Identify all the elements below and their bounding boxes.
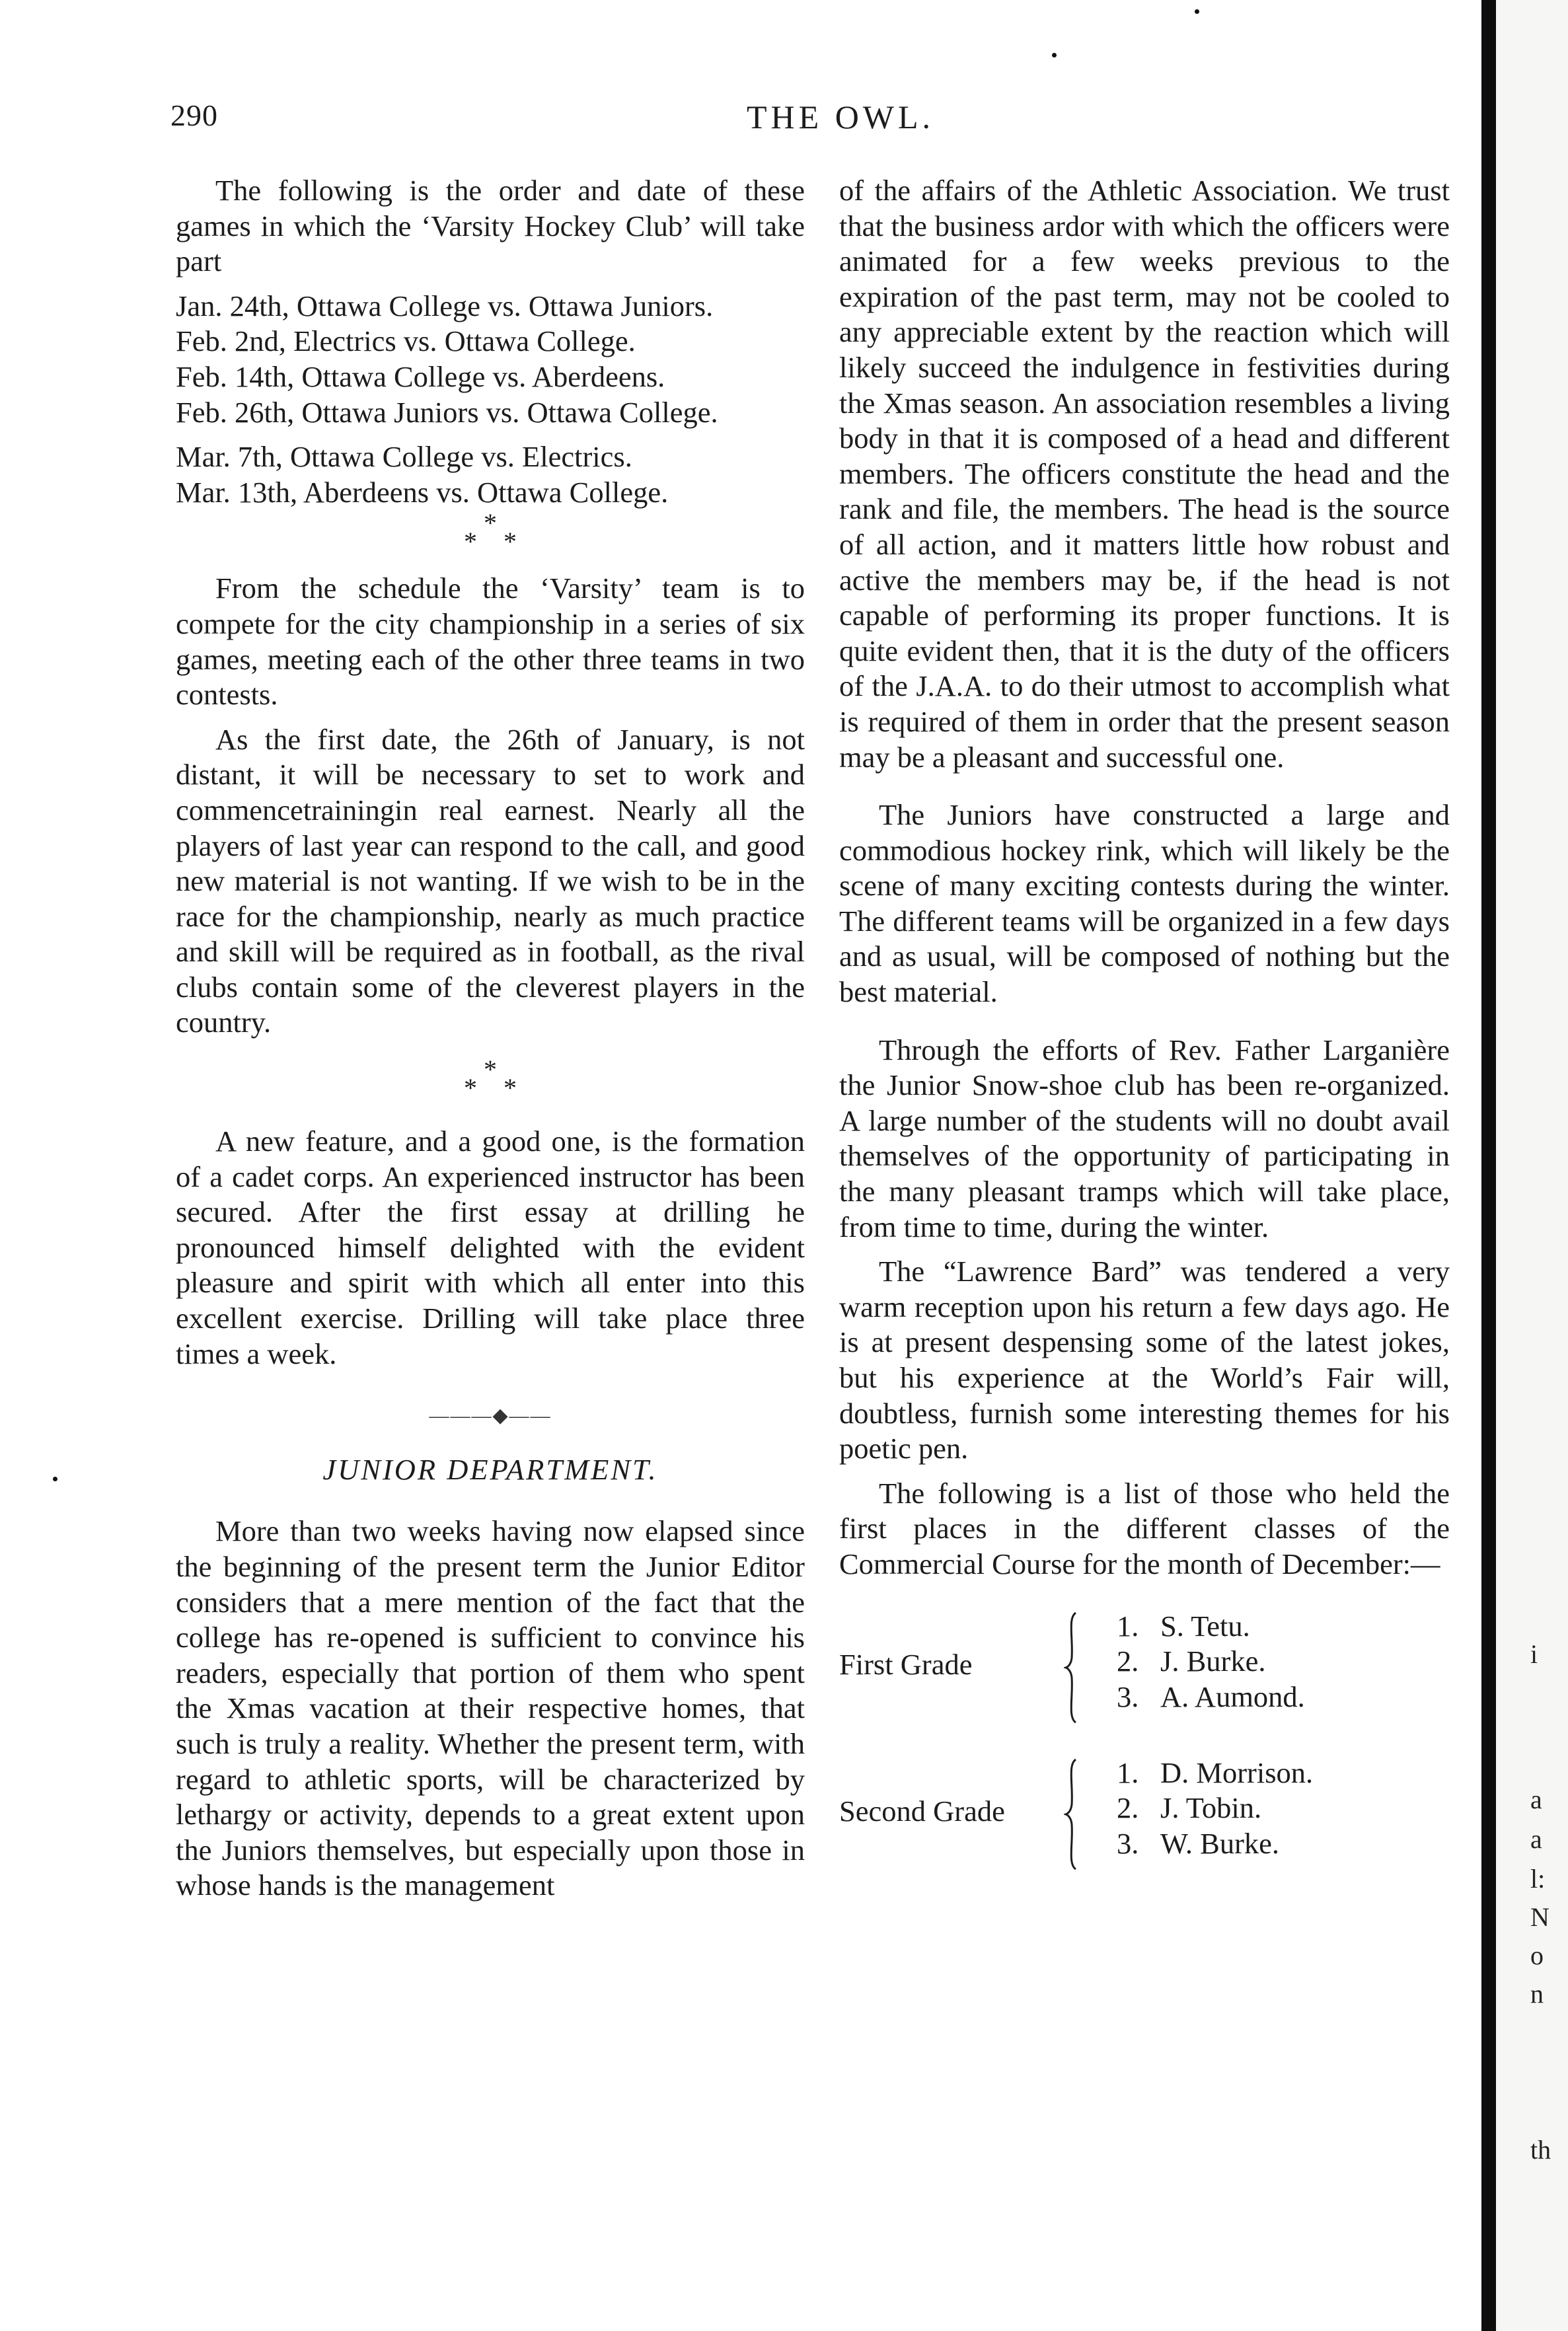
facing-page-fragment: th (1530, 2135, 1551, 2164)
place-name: S. Tetu. (1160, 1609, 1250, 1643)
asterism (176, 1056, 805, 1124)
facing-page-fragment: a (1530, 1785, 1542, 1814)
paragraph-cadet-corps: A new feature, and a good one, is the formation of a cadet corps. An experienced instructor has been secured. After the first essay at drilling he pronounced himself delighted with the evident pleasure and spirit with which all enter into this excellent exercise. Drilling will take place three times a week. (176, 1125, 805, 1370)
paragraph-hockey-rink: The Juniors have constructed a large and commodious hockey rink, which will likely be the scene of many exciting contests during the winter. The different teams will be organized in a few days and as usual, will be composed of nothing but the best material. (839, 798, 1450, 1009)
place-entry (1117, 1756, 1421, 1791)
print-speck (1195, 9, 1199, 14)
print-speck (53, 1477, 57, 1481)
page-header (0, 98, 1568, 151)
schedule-item: Feb. 14th, Ottawa College vs. Aberdeens. (176, 359, 665, 393)
place-number: 2. (1117, 1645, 1139, 1678)
place-number: 1. (1117, 1609, 1139, 1643)
section-divider: ———◆—— (429, 1405, 552, 1427)
place-name: W. Burke. (1160, 1826, 1280, 1860)
asterism-star: * (464, 1073, 477, 1103)
paragraph-class-list: The following is a list of those who held the first places in the different classes of the Commercial Course for the month of December:— (839, 1476, 1450, 1580)
asterism-star: * (504, 527, 517, 557)
schedule-item: Feb. 2nd, Electrics vs. Ottawa College. (176, 324, 636, 358)
right-column (839, 173, 1450, 1900)
place-entry (1117, 1826, 1421, 1862)
schedule-item: Feb. 26th, Ottawa Juniors vs. Ottawa College. (176, 395, 718, 429)
schedule-intro: The following is the order and date of these games in which the ‘Varsity Hockey Club’ will take part (176, 174, 805, 278)
schedule-item: Jan. 24th, Ottawa College vs. Ottawa Juniors. (176, 289, 714, 322)
place-name: J. Tobin. (1160, 1791, 1262, 1825)
schedule-item: Mar. 7th, Ottawa College vs. Electrics. (176, 440, 632, 474)
place-entry (1117, 1644, 1421, 1680)
asterism-star: * (484, 508, 497, 538)
place-number: 2. (1117, 1791, 1139, 1825)
asterism (176, 510, 805, 571)
place-list (1117, 1609, 1421, 1715)
book-spine-shadow (1481, 0, 1496, 2331)
page-number: 290 (170, 98, 218, 132)
place-entry (1117, 1680, 1421, 1715)
honors-list (839, 1609, 1450, 1900)
grade-label: Second Grade (839, 1794, 1005, 1828)
facing-page-fragment: N (1530, 1902, 1549, 1932)
paragraph-schedule: From the schedule the ‘Varsity’ team is to compete for the city championship in a series of six games, meeting each of the other three teams in two contests. (176, 572, 805, 712)
brace-icon (1064, 1758, 1078, 1870)
running-title: THE OWL. (747, 98, 935, 135)
facing-page-fragment: o (1530, 1941, 1544, 1970)
asterism-star: * (504, 1073, 517, 1103)
schedule-item: Mar. 13th, Aberdeens vs. Ottawa College. (176, 475, 669, 509)
paragraph-first-date: As the first date, the 26th of January, is not distant, it will be necessary to set to work and commencetrainingin real earnest. Nearly all the players of last year can respond to the call, and good new material is not wanting. If we wish to be in the race for the championship, nearly as much practice and skill will be required as in football, as the rival clubs contain some of the cleverest players in the country. (176, 722, 805, 1039)
place-number: 1. (1117, 1756, 1139, 1789)
asterism-star: * (464, 527, 477, 557)
place-name: D. Morrison. (1160, 1756, 1314, 1789)
place-list (1117, 1756, 1421, 1862)
place-name: J. Burke. (1160, 1645, 1266, 1678)
print-speck (1052, 53, 1057, 57)
paragraph-junior-department: More than two weeks having now elapsed since the beginning of the present term the Junior Editor considers that a mere mention of the fact that the college has re-opened is sufficient to convince his readers, especially that portion of them who spent the Xmas vacation at their respective homes, that such is truly a reality. Whether the present term, with regard to athletic sports, will be characterized by lethargy or activity, depends to a great extent upon the Juniors themselves, but especially upon those in whose hands is the management (176, 1514, 805, 1902)
facing-page-fragment: i (1530, 1639, 1538, 1669)
section-heading: JUNIOR DEPARTMENT. (322, 1452, 658, 1486)
facing-page-fragment: a (1530, 1824, 1542, 1854)
paragraph-athletic-association: of the affairs of the Athletic Association. We trust that the business ardor with which the officers were animated for a few weeks previous to the expiration of the past term, may not be cooled to any appreciable extent by the reaction which will likely succeed the indulgence in festivities during the Xmas season. An association resembles a living body in that it is composed of a head and different members. The officers constitute the head and the rank and file, the members. The head is the source of all action, and it matters little how robust and active the members may be, if the head is not capable of performing its proper functions. It is quite evident then, that it is the duty of the officers of the J.A.A. to do their utmost to accomplish what is required of them in order that the present season may be a pleasant and successful one. (839, 174, 1450, 774)
facing-page-fragment: n (1530, 1979, 1544, 2009)
place-name: A. Aumond. (1160, 1680, 1305, 1713)
place-entry (1117, 1791, 1421, 1826)
place-number: 3. (1117, 1680, 1139, 1713)
paragraph-lawrence-bard: The “Lawrence Bard” was tendered a very warm reception upon his return a few days ago. He is at present despensing some of the latest jokes, but his experience at the World’s Fair will, doubtless, furnish some interesting themes for his poetic pen. (839, 1255, 1450, 1465)
facing-page-fragment: l: (1530, 1864, 1546, 1894)
brace-icon (1064, 1611, 1078, 1724)
place-entry (1117, 1609, 1421, 1645)
grade-label: First Grade (839, 1647, 973, 1681)
paragraph-snowshoe-club: Through the efforts of Rev. Father Larganière the Junior Snow-shoe club has been re-organized. A large number of the students will no doubt avail themselves of the opportunity of participating in the many pleasant tramps which will take place, from time to time, during the winter. (839, 1033, 1450, 1243)
place-number: 3. (1117, 1826, 1139, 1860)
left-column (176, 173, 805, 1904)
asterism-star: * (484, 1054, 497, 1085)
